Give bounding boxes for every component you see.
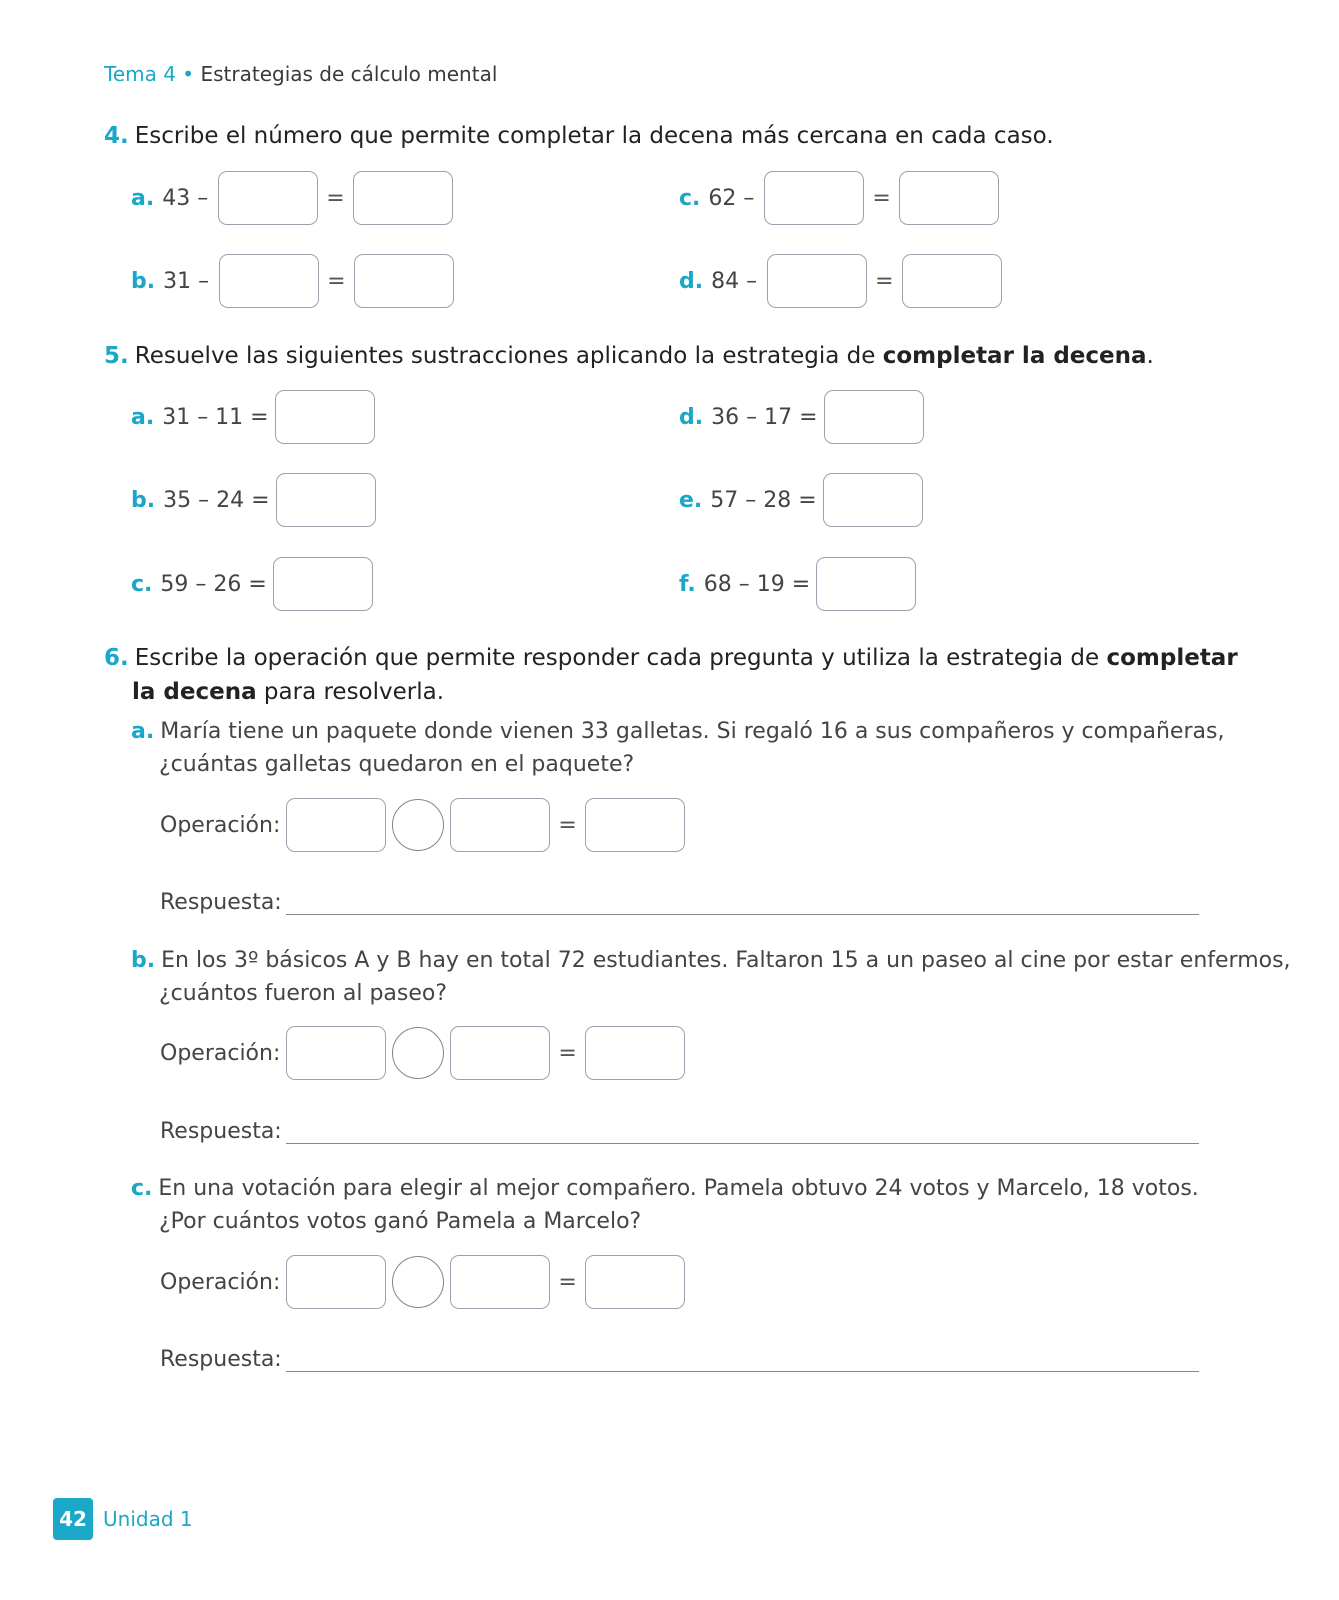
equals-sign: =: [558, 1269, 577, 1295]
topic-title: Estrategias de cálculo mental: [200, 62, 498, 86]
question-6-title: [104, 641, 1238, 709]
operation-label: Operación:: [160, 1269, 281, 1295]
equals-sign: =: [872, 185, 891, 211]
answer-label: Respuesta:: [160, 890, 282, 915]
item-expression: 68 – 19 =: [703, 571, 811, 597]
operator-circle[interactable]: [392, 1027, 444, 1079]
question-number: 5.: [104, 343, 129, 369]
question-text: Escribe la operación que permite responder cada pregunta y utiliza la estrategia de: [134, 645, 1107, 671]
result-box[interactable]: [585, 1026, 685, 1080]
question-text-end: .: [1146, 343, 1154, 369]
answer-box[interactable]: [816, 557, 916, 611]
page-header: [104, 62, 497, 86]
q4-item-c: [679, 171, 999, 225]
operation-row-c: [160, 1255, 685, 1309]
header-bullet: •: [175, 62, 201, 86]
q5-item-f: [679, 557, 916, 611]
operand-box[interactable]: [450, 1026, 550, 1080]
answer-box[interactable]: [219, 254, 319, 308]
q5-item-c: [131, 557, 373, 611]
operation-row-a: [160, 798, 685, 852]
item-label: e.: [679, 487, 703, 513]
answer-box[interactable]: [354, 254, 454, 308]
answer-box[interactable]: [276, 473, 376, 527]
question-5-title: [104, 339, 1154, 373]
equals-sign: =: [327, 268, 346, 294]
equals-sign: =: [558, 812, 577, 838]
item-label: d.: [679, 268, 704, 294]
answer-box[interactable]: [273, 557, 373, 611]
item-label: b.: [131, 948, 156, 973]
problem-question: ¿Por cuántos votos ganó Pamela a Marcelo?: [159, 1209, 642, 1234]
q4-item-b: [131, 254, 454, 308]
answer-box[interactable]: [353, 171, 453, 225]
question-text-bold: completar la decena: [882, 343, 1147, 369]
equals-sign: =: [326, 185, 345, 211]
answer-box[interactable]: [275, 390, 375, 444]
operation-label: Operación:: [160, 1040, 281, 1066]
operator-circle[interactable]: [392, 799, 444, 851]
question-number: 4.: [104, 123, 129, 149]
answer-box[interactable]: [902, 254, 1002, 308]
topic-number: Tema 4: [104, 62, 176, 86]
item-expression: 59 – 26 =: [160, 571, 267, 597]
question-number: 6.: [104, 645, 129, 671]
operand-box[interactable]: [286, 798, 386, 852]
answer-box[interactable]: [823, 473, 923, 527]
answer-label: Respuesta:: [160, 1119, 282, 1144]
answer-box[interactable]: [824, 390, 924, 444]
equals-sign: =: [558, 1040, 577, 1066]
answer-row-b: [160, 1119, 1199, 1144]
item-label: c.: [679, 185, 701, 211]
item-expression: 84 –: [711, 268, 758, 294]
answer-box[interactable]: [218, 171, 318, 225]
q5-item-e: [679, 473, 923, 527]
answer-line[interactable]: [286, 892, 1199, 915]
question-text: Resuelve las siguientes sustracciones aplicando la estrategia de: [134, 343, 883, 369]
item-expression: 36 – 17 =: [711, 404, 818, 430]
item-expression: 31 – 11 =: [162, 404, 269, 430]
problem-text: En los 3º básicos A y B hay en total 72 estudiantes. Faltaron 15 a un paseo al cine por estar enfermos,: [161, 948, 1291, 973]
answer-box[interactable]: [764, 171, 864, 225]
q4-item-d: [679, 254, 1002, 308]
operand-box[interactable]: [286, 1026, 386, 1080]
operation-label: Operación:: [160, 812, 281, 838]
question-text-bold: completar: [1106, 645, 1238, 671]
operand-box[interactable]: [450, 1255, 550, 1309]
item-label: b.: [131, 268, 156, 294]
answer-line[interactable]: [286, 1121, 1199, 1144]
q5-item-b: [131, 473, 376, 527]
item-label: c.: [131, 571, 153, 597]
q4-item-a: [131, 171, 453, 225]
question-4-title: [104, 119, 1054, 153]
answer-box[interactable]: [899, 171, 999, 225]
operator-circle[interactable]: [392, 1256, 444, 1308]
item-expression: 43 –: [162, 185, 209, 211]
question-text: Escribe el número que permite completar la decena más cercana en cada caso.: [134, 123, 1054, 149]
problem-text: María tiene un paquete donde vienen 33 galletas. Si regaló 16 a sus compañeros y compañeras,: [160, 719, 1225, 744]
operand-box[interactable]: [450, 798, 550, 852]
item-label: a.: [131, 719, 155, 744]
item-label: d.: [679, 404, 704, 430]
problem-question: ¿cuántos fueron al paseo?: [159, 981, 448, 1006]
q5-item-d: [679, 390, 924, 444]
problem-text: En una votación para elegir al mejor compañero. Pamela obtuvo 24 votos y Marcelo, 18 votos.: [158, 1176, 1199, 1201]
problem-question: ¿cuántas galletas quedaron en el paquete?: [159, 752, 635, 777]
item-label: c.: [131, 1176, 153, 1201]
operation-row-b: [160, 1026, 685, 1080]
item-expression: 62 –: [708, 185, 755, 211]
item-expression: 35 – 24 =: [163, 487, 270, 513]
question-text-bold: la decena: [132, 679, 257, 705]
item-label: f.: [679, 571, 696, 597]
item-label: a.: [131, 404, 155, 430]
answer-line[interactable]: [286, 1349, 1199, 1372]
q5-item-a: [131, 390, 375, 444]
operand-box[interactable]: [286, 1255, 386, 1309]
problem-a: [131, 715, 1224, 781]
unit-label: Unidad 1: [103, 1507, 193, 1531]
answer-box[interactable]: [767, 254, 867, 308]
result-box[interactable]: [585, 798, 685, 852]
item-label: b.: [131, 487, 156, 513]
result-box[interactable]: [585, 1255, 685, 1309]
page-number: 42: [53, 1498, 93, 1540]
problem-c: [131, 1172, 1199, 1238]
answer-label: Respuesta:: [160, 1347, 282, 1372]
question-text-end: para resolverla.: [256, 679, 445, 705]
item-label: a.: [131, 185, 155, 211]
equals-sign: =: [875, 268, 894, 294]
item-expression: 57 – 28 =: [710, 487, 817, 513]
answer-row-a: [160, 890, 1199, 915]
problem-b: [131, 944, 1291, 1010]
item-expression: 31 –: [163, 268, 210, 294]
answer-row-c: [160, 1347, 1199, 1372]
